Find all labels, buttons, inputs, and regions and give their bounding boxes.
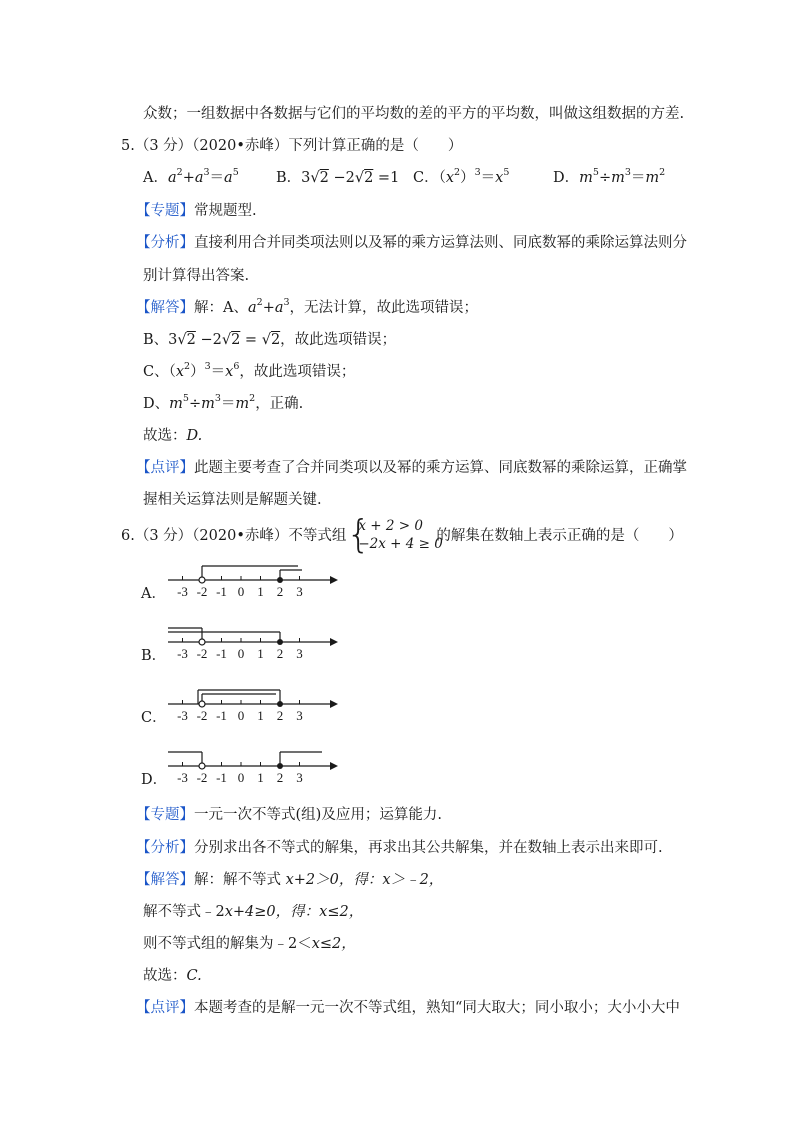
- tick-label: 3: [296, 646, 303, 661]
- q5-jieda-c: C、$(x^2)^3=x^6$，故此选项错误；: [143, 361, 356, 380]
- q6-fenxi-text: 分别求出各不等式的解集，再求出其公共解集，并在数轴上表示出来即可.: [194, 840, 663, 856]
- number-line-svg: [160, 560, 360, 612]
- q5-fenxi-line2: 别计算得出答案.: [143, 268, 250, 284]
- tick-label: -3: [177, 770, 188, 785]
- q6-zhuanti: [136, 805, 442, 825]
- open-endpoint: [199, 763, 205, 769]
- q5-fenxi-line1: 直接利用合并同类项法则以及幂的乘方运算法则、同底数幂的乘除运算法则分: [194, 235, 687, 251]
- q6-jieda-line1-a: 解：解不等式: [194, 872, 286, 888]
- q6-guxuan-answer: C.: [186, 968, 202, 984]
- q5-jieda-b: B、3√2 −2√2 = √2，故此选项错误；: [143, 332, 397, 348]
- q5-dianping: [136, 458, 687, 478]
- tick-label: 2: [276, 708, 284, 723]
- q5-jieda-c-prefix: C、: [143, 364, 169, 380]
- inequality-system: { x + 2 > 0 −2x + 4 ≥ 0: [346, 512, 443, 556]
- tick-label: 0: [237, 646, 245, 661]
- tick-label: -1: [216, 646, 227, 661]
- q5-jieda-a: 【解答】解：A、$a^2+a^3$，无法计算，故此选项错误；: [136, 297, 479, 316]
- q5-dianping-tag: 【点评】: [136, 460, 194, 476]
- tick-label: 3: [296, 770, 303, 785]
- inequality-2: −2x + 4 ≥ 0: [358, 536, 443, 552]
- q5-option-b-label: B．: [276, 170, 302, 186]
- number-line-svg: [160, 746, 360, 798]
- q6-header-prefix: 6.（3 分）（2020•赤峰）不等式组: [121, 528, 347, 544]
- tick-label: 0: [237, 708, 245, 723]
- q6-jieda-line2: [143, 902, 363, 922]
- open-endpoint: [199, 577, 205, 583]
- axis-arrow: [330, 576, 338, 584]
- tick-label: -3: [177, 708, 188, 723]
- tick-label: -1: [216, 584, 227, 599]
- q5-dianping-line2: 握相关运算法则是解题关键.: [143, 492, 322, 508]
- closed-endpoint: [277, 577, 283, 583]
- q5-guxuan: [143, 426, 202, 446]
- tick-label: -3: [177, 584, 188, 599]
- number-line-option-label: B．: [141, 648, 167, 664]
- q5-jieda-c-suffix: ，故此选项错误；: [239, 364, 356, 380]
- q6-jieda-line1-c: x＞﹣2，: [382, 872, 444, 888]
- q5-zhuanti-tag: 【专题】: [136, 203, 194, 219]
- tick-label: -1: [216, 708, 227, 723]
- q5-jieda-d-suffix: ，正确.: [255, 396, 304, 412]
- q6-jieda-line3-a: 则不等式组的解集为﹣2＜: [143, 936, 312, 952]
- axis-arrow: [330, 762, 338, 770]
- q6-jieda-line2-b: x+4≥0，得：: [224, 904, 320, 920]
- tick-label: -3: [177, 646, 188, 661]
- q6-guxuan-label: 故选：: [143, 968, 187, 984]
- q6-jieda-line2-a: 解不等式﹣2: [143, 904, 225, 920]
- q6-header-suffix: 的解集在数轴上表示正确的是（ ）: [436, 528, 683, 544]
- q6-jieda-line1: [136, 870, 443, 890]
- q6-dianping: [136, 998, 680, 1018]
- q5-jieda-d: D、$m^5\div m^3=m^2$，正确.: [143, 393, 304, 412]
- number-line-svg: [160, 622, 360, 674]
- axis-arrow: [330, 700, 338, 708]
- axis-arrow: [330, 638, 338, 646]
- number-line-option-label: C．: [141, 710, 167, 726]
- q6-zhuanti-text: 一元一次不等式(组)及应用；运算能力.: [194, 807, 442, 823]
- inequality-1: x + 2 > 0: [358, 518, 423, 534]
- q6-fenxi: [136, 838, 663, 858]
- tick-label: 2: [276, 584, 284, 599]
- q5-jieda-tag: 【解答】: [136, 300, 194, 316]
- tick-label: 1: [257, 646, 264, 661]
- closed-endpoint: [277, 701, 283, 707]
- closed-endpoint: [277, 763, 283, 769]
- q5-guxuan-label: 故选：: [143, 428, 187, 444]
- q6-jieda-line3-b: x≤2，: [311, 936, 356, 952]
- tick-label: -2: [196, 770, 208, 785]
- tick-label: -2: [196, 646, 208, 661]
- tick-label: 2: [276, 646, 284, 661]
- q5-option-d: D．$m^5\div m^3=m^2$: [553, 167, 666, 186]
- q5-guxuan-answer: D.: [186, 428, 203, 444]
- tick-label: -2: [196, 708, 208, 723]
- q5-zhuanti-text: 常规题型.: [194, 203, 257, 219]
- number-line-option-label: D．: [141, 772, 168, 788]
- number-line-svg: [160, 684, 360, 736]
- tick-label: 0: [237, 584, 245, 599]
- tick-label: 3: [296, 708, 303, 723]
- tick-label: -1: [216, 770, 227, 785]
- tick-label: 3: [296, 584, 303, 599]
- q5-jieda-b-prefix: B、: [143, 332, 169, 348]
- q5-header: 5.（3 分）（2020•赤峰）下列计算正确的是（ ）: [121, 138, 463, 154]
- q5-option-b: B．3√2 −2√2 =1: [276, 170, 400, 186]
- q5-jieda-a-suffix: ，无法计算，故此选项错误；: [289, 300, 479, 316]
- tick-label: 1: [257, 584, 264, 599]
- q5-option-a-label: A．: [143, 170, 168, 186]
- q6-jieda-line3: [143, 934, 356, 954]
- q5-jieda-d-prefix: D、: [143, 396, 170, 412]
- q5-option-c-label: C．: [413, 170, 439, 186]
- closed-endpoint: [277, 639, 283, 645]
- number-line-option-label: A．: [141, 586, 166, 602]
- q5-dianping-line1: 此题主要考查了合并同类项以及幂的乘方运算、同底数幂的乘除运算，正确掌: [194, 460, 687, 476]
- q5-zhuanti: [136, 201, 257, 221]
- q6-dianping-tag: 【点评】: [136, 1000, 194, 1016]
- q5-jieda-b-suffix: ，故此选项错误；: [280, 332, 397, 348]
- open-endpoint: [199, 639, 205, 645]
- q6-jieda-tag: 【解答】: [136, 872, 194, 888]
- q6-jieda-line2-c: x≤2，: [319, 904, 364, 920]
- q5-fenxi-tag: 【分析】: [136, 235, 194, 251]
- open-endpoint: [199, 701, 205, 707]
- q6-zhuanti-tag: 【专题】: [136, 807, 194, 823]
- q5-fenxi: [136, 233, 687, 253]
- q6-jieda-line1-b: x+2＞0，得：: [285, 872, 383, 888]
- tick-label: 0: [237, 770, 245, 785]
- q5-option-a: A．$a^2+a^3=a^5$: [143, 167, 239, 186]
- intro-line: 众数；一组数据中各数据与它们的平均数的差的平方的平均数，叫做这组数据的方差.: [143, 106, 685, 122]
- q5-option-c: C．$(x^2)^3=x^5$: [413, 167, 510, 186]
- q6-fenxi-tag: 【分析】: [136, 840, 194, 856]
- tick-label: 2: [276, 770, 284, 785]
- q6-guxuan: [143, 966, 202, 986]
- tick-label: -2: [196, 584, 208, 599]
- q5-jieda-a-prefix: 解：A、: [194, 300, 248, 316]
- q6-header: [121, 512, 683, 558]
- q5-option-d-label: D．: [553, 170, 580, 186]
- tick-label: 1: [257, 708, 264, 723]
- tick-label: 1: [257, 770, 264, 785]
- q6-dianping-line1: 本题考查的是解一元一次不等式组，熟知“同大取大；同小取小；大小小大中: [194, 1000, 680, 1016]
